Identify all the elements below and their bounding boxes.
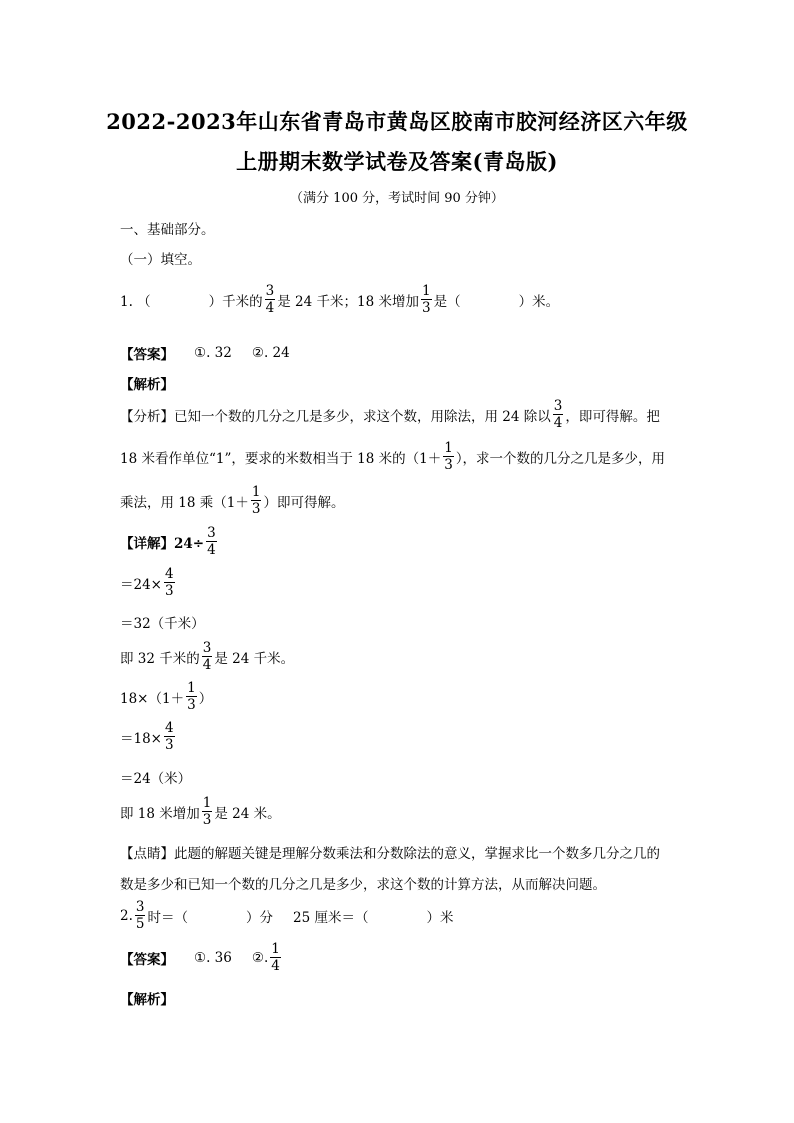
answer-2: 【答案】 ①. 36 ②. $\frac{1}{4}$ [120, 941, 280, 975]
subtitle: （满分 100 分，考试时间 90 分钟） [290, 191, 504, 206]
analysis-line-2: 18 米看作单位“1”，要求的米数相当于 18 米的（1＋ $\frac{1}{3}$ ），求一个数的几分之几是多少，用 [120, 440, 666, 474]
analysis-label: 【解析】 [120, 377, 174, 393]
question-2: 2. $\frac{3}{5}$ 时＝（ ）分 25 厘米＝（ ）米 [120, 899, 454, 933]
question-1: 1. （ ）千米的 $\frac{3}{4}$ 是 24 千米；18 米增加 $\frac{1}{3}$ 是（ ）米。 [120, 283, 560, 317]
detail-line-7: ＝24（米） [120, 771, 192, 787]
fraction: $\frac{1}{4}$ [271, 941, 280, 975]
fraction: $\frac{3}{4}$ [202, 640, 212, 674]
answer-1: 【答案】 ①. 32 ②. 24 [120, 345, 290, 363]
detail-line-1: 【详解】24÷ $\frac{3}{4}$ [120, 525, 216, 559]
fraction: $\frac{1}{3}$ [422, 283, 431, 317]
fraction: $\frac{1}{3}$ [444, 440, 453, 474]
fraction: $\frac{1}{3}$ [251, 484, 261, 518]
detail-line-8: 即 18 米增加 $\frac{1}{3}$ 是 24 米。 [120, 795, 281, 829]
detail-line-4: 即 32 千米的 $\frac{3}{4}$ 是 24 千米。 [120, 640, 295, 674]
analysis-line-1: 【分析】已知一个数的几分之几是多少，求这个数，用除法，用 24 除以 $\frac{3}{4}$ ，即可得解。把 [120, 398, 660, 432]
detail-line-3: ＝32（千米） [120, 616, 205, 632]
fraction: $\frac{3}{5}$ [135, 899, 145, 933]
detail-line-5: 18×（1＋ $\frac{1}{3}$ ） [120, 680, 213, 714]
fraction: $\frac{3}{4}$ [207, 525, 216, 559]
fraction: $\frac{3}{4}$ [553, 398, 563, 432]
fraction: $\frac{4}{3}$ [165, 566, 174, 600]
comment-line-1: 【点睛】此题的解题关键是理解分数乘法和分数除法的意义，掌握求比一个数多几分之几的 [120, 846, 660, 862]
subsection-heading: （一）填空。 [120, 252, 201, 268]
title-line-2: 上册期末数学试卷及答案(青岛版) [236, 149, 558, 174]
detail-line-6: ＝18× $\frac{4}{3}$ [120, 720, 174, 754]
title-line-1: 2022-2023年山东省青岛市黄岛区胶南市胶河经济区六年级 [106, 109, 688, 134]
fraction: $\frac{1}{3}$ [202, 795, 212, 829]
fraction: $\frac{4}{3}$ [165, 720, 174, 754]
fraction: $\frac{3}{4}$ [265, 283, 275, 317]
section-heading: 一、基础部分。 [120, 222, 215, 238]
analysis-label-2: 【解析】 [120, 992, 174, 1008]
detail-line-2: ＝24× $\frac{4}{3}$ [120, 566, 174, 600]
fraction: $\frac{1}{3}$ [187, 680, 196, 714]
comment-line-2: 数是多少和已知一个数的几分之几是多少，求这个数的计算方法，从而解决问题。 [120, 877, 606, 893]
analysis-line-3: 乘法，用 18 乘（1＋ $\frac{1}{3}$ ）即可得解。 [120, 484, 345, 518]
